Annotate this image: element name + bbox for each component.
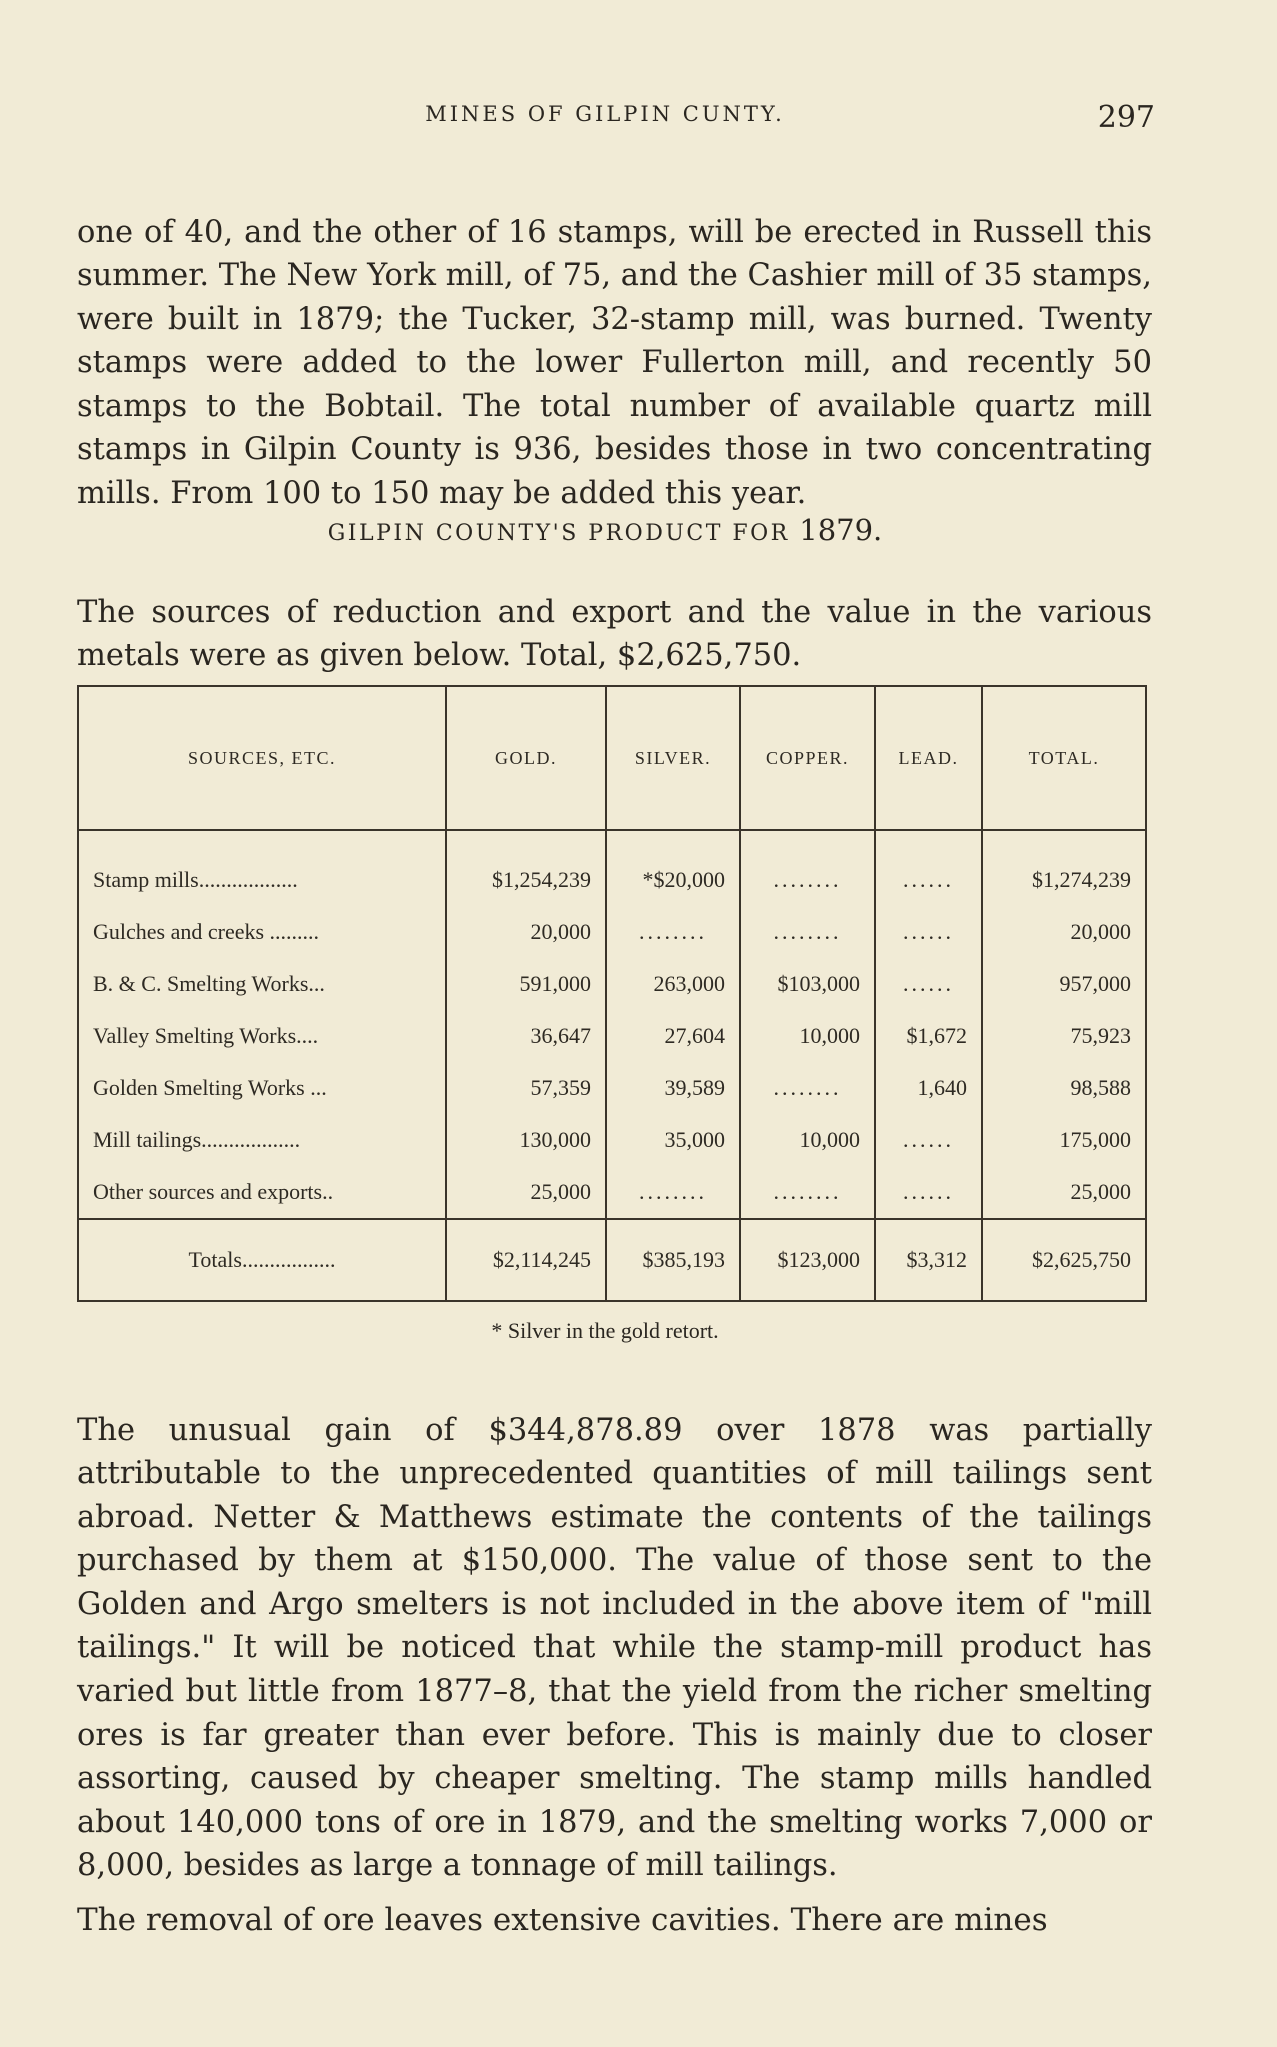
product-table-wrapper — [77, 685, 1145, 1302]
table-row — [78, 1010, 1146, 1062]
section-heading-year: 1879. — [799, 513, 883, 547]
cell-copper: ........ — [740, 854, 875, 906]
cell-silver: ........ — [606, 906, 740, 958]
table-row — [78, 906, 1146, 958]
cell-gold: 130,000 — [446, 1114, 606, 1166]
row-label: Golden Smelting Works ... — [93, 1074, 327, 1100]
cell-silver: *$20,000 — [606, 854, 740, 906]
row-label: Gulches and creeks ......... — [93, 918, 320, 944]
section-heading-text: GILPIN COUNTY'S PRODUCT FOR — [327, 521, 790, 546]
product-table — [77, 685, 1147, 1302]
row-label: Mill tailings.................. — [93, 1126, 301, 1152]
cell-total: 98,588 — [982, 1062, 1146, 1114]
cell-silver: ........ — [606, 1166, 740, 1219]
cell-copper: 10,000 — [740, 1114, 875, 1166]
table-spacer-row — [78, 830, 1146, 854]
col-header-silver: SILVER. — [606, 686, 740, 830]
table-header-row — [78, 686, 1146, 830]
cell-lead: ...... — [875, 906, 982, 958]
cell-total: 75,923 — [982, 1010, 1146, 1062]
cell-gold: 591,000 — [446, 958, 606, 1010]
cell-total: $1,274,239 — [982, 854, 1146, 906]
page-number: 297 — [1097, 100, 1155, 135]
cell-gold: $1,254,239 — [446, 854, 606, 906]
cell-silver: 27,604 — [606, 1010, 740, 1062]
cell-lead: 1,640 — [875, 1062, 982, 1114]
row-label: Stamp mills.................. — [93, 866, 298, 892]
cell-copper: ........ — [740, 1062, 875, 1114]
col-header-gold: GOLD. — [446, 686, 606, 830]
cell-total: 25,000 — [982, 1166, 1146, 1219]
table-row — [78, 1114, 1146, 1166]
table-row — [78, 1062, 1146, 1114]
cell-lead: $1,672 — [875, 1010, 982, 1062]
total-gold: $2,114,245 — [446, 1219, 606, 1301]
col-header-copper: COPPER. — [740, 686, 875, 830]
cell-lead: ...... — [875, 854, 982, 906]
cell-silver: 263,000 — [606, 958, 740, 1010]
section-heading — [0, 513, 1210, 547]
row-label: B. & C. Smelting Works... — [93, 970, 325, 996]
row-label: Other sources and exports.. — [93, 1178, 334, 1204]
cell-gold: 20,000 — [446, 906, 606, 958]
cell-copper: 10,000 — [740, 1010, 875, 1062]
row-label: Valley Smelting Works.... — [93, 1022, 319, 1048]
total-copper: $123,000 — [740, 1219, 875, 1301]
cell-silver: 35,000 — [606, 1114, 740, 1166]
running-head-title: MINES OF GILPIN CUNTY. — [425, 102, 785, 126]
col-header-sources: SOURCES, ETC. — [78, 686, 446, 830]
col-header-lead: LEAD. — [875, 686, 982, 830]
cell-total: 957,000 — [982, 958, 1146, 1010]
totals-label: Totals................. — [78, 1219, 446, 1301]
table-row — [78, 958, 1146, 1010]
cell-gold: 25,000 — [446, 1166, 606, 1219]
cell-copper: ........ — [740, 906, 875, 958]
col-header-total: TOTAL. — [982, 686, 1146, 830]
table-row — [78, 1166, 1146, 1219]
table-row — [78, 854, 1146, 906]
total-lead: $3,312 — [875, 1219, 982, 1301]
paragraph-removal-of-ore: The removal of ore leaves extensive cavities. There are mines — [77, 1902, 1048, 1938]
paragraph-stamp-mills: one of 40, and the other of 16 stamps, will be erected in Russell this summer. The New York mill, of 75, and the Cashier mill of 35 stamps, were built in 1879; the Tucker, 32-stamp mill, was burned. Twenty stamps were added to the lower Fullerton mill, and recently 50 stamps to the Bobtail. The total number of available quartz mill stamps in Gilpin County is 936, besides those in two concentrating mills. From 100 to 150 may be added this year. — [77, 214, 1153, 512]
grand-total: $2,625,750 — [982, 1219, 1146, 1301]
total-silver: $385,193 — [606, 1219, 740, 1301]
cell-gold: 36,647 — [446, 1010, 606, 1062]
cell-copper: $103,000 — [740, 958, 875, 1010]
cell-lead: ...... — [875, 1166, 982, 1219]
cell-silver: 39,589 — [606, 1062, 740, 1114]
paragraph-sources: The sources of reduction and export and the value in the various metals were as given below. Total, $2,625,750. — [77, 594, 1152, 674]
cell-total: 20,000 — [982, 906, 1146, 958]
cell-lead: ...... — [875, 958, 982, 1010]
table-totals-row — [78, 1219, 1146, 1301]
table-footnote: * Silver in the gold retort. — [491, 1318, 719, 1343]
cell-copper: ........ — [740, 1166, 875, 1219]
cell-gold: 57,359 — [446, 1062, 606, 1114]
running-head — [0, 100, 1277, 140]
cell-total: 175,000 — [982, 1114, 1146, 1166]
paragraph-unusual-gain: The unusual gain of $344,878.89 over 1878 was partially attributable to the unprecedented quantities of mill tailings sent abroad. Netter & Matthews estimate the contents of the tailings purchased by them at $150,000. The value of those sent to the Golden and Argo smelters is not included in the above item of "mill tailings." It will be noticed that while the stamp-mill product has varied but little from 1877–8, that the yield from the richer smelting ores is far greater than ever before. This is mainly due to closer assorting, caused by cheaper smelting. The stamp mills handled about 140,000 tons of ore in 1879, and the smelting works 7,000 or 8,000, besides as large a tonnage of mill tailings. — [77, 1412, 1152, 1884]
cell-lead: ...... — [875, 1114, 982, 1166]
